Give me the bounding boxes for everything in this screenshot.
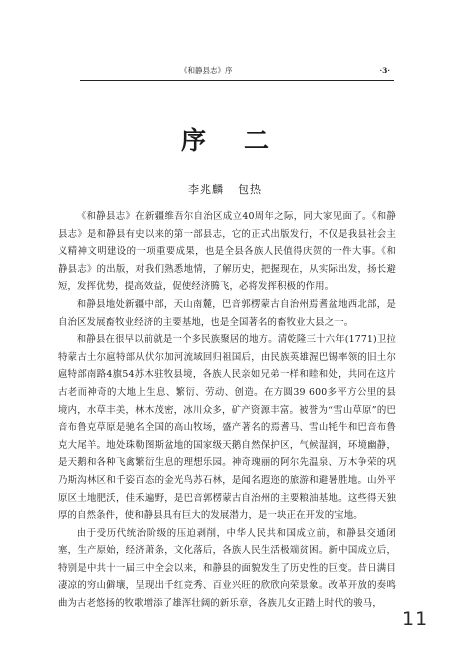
running-head-title: 《和静县志》序 <box>180 66 233 75</box>
page-number: ·3· <box>379 66 390 75</box>
handwritten-mark: 11 <box>402 608 429 630</box>
paragraph: 《和静县志》在新疆维吾尔自治区成立40周年之际，同大家见面了。《和静县志》是和静县有史以来的第一部县志，它的正式出版发行，不仅是我县社会主义精神文明建设的一项重要成果，也是全县各族人民值得庆贺的一件大事。《和静县志》的出版，对我们熟悉地情，了解历史，把握现在，从实际出发，扬长避短，发挥优势，提高效益，促使经济腾飞，必将发挥积极的作用。 <box>58 211 396 293</box>
byline-author: 李兆麟 <box>188 183 224 196</box>
page-title: 序二 <box>180 126 307 155</box>
header-rule <box>80 80 394 81</box>
preface-body <box>58 208 396 613</box>
paragraph: 由于受历代统治阶级的压迫剥削，中华人民共和国成立前，和静县交通闭塞，生产原始，经济萧条，文化落后，各族人民生活极端贫困。新中国成立后，特别是中共十一届三中全会以来，和静县的面貌发生了历史性的巨变。昔日满目凄凉的穷山僻壤，呈现出千红竞秀、百业兴旺的欣欣向荣景象。改革开放的奏鸣曲为古老悠扬的牧歌增添了雄浑壮阔的新乐章，各族儿女正踏上时代的骏马， <box>58 527 396 610</box>
paragraph: 和静县地处新疆中部，天山南麓，巴音郭楞蒙古自治州焉耆盆地西北部，是自治区发展畜牧业经济的主要基地，也是全国著名的畜牧业大县之一。 <box>58 298 396 328</box>
byline-name: 包热 <box>238 183 262 196</box>
running-head <box>80 64 390 78</box>
paragraph: 和静县在很早以前就是一个多民族聚居的地方。清乾隆三十六年(1771)卫拉特蒙古土尔扈特部从伏尔加河流域回归祖国后，由民族英雄渥巴锡率领的旧土尔扈特部南路4旗54苏木驻牧县境，各族人民亲如兄弟一样和睦和处，共同在这片古老而神奇的大地上生息、繁衍、劳动、创造。在方圆39 600多平方公里的县境内，水草丰美，林木茂密，冰川众多，矿产资源丰富。被誉为“雪山草原”的巴音布鲁克草原是驰名全国的高山牧场，盛产著名的焉耆马、雪山牦牛和巴音布鲁克大尾羊。地处珠勒图斯盆地的国家级天鹅自然保护区，气候湿润，环境幽静，是天鹅和各种飞禽繁衍生息的理想乐园。神奇瑰丽的阿尔先温泉、万木争荣的巩乃斯沟林区和千姿百态的金光鸟苏石林，是闻名遐迩的旅游和避暑胜地。山外平原区土地肥沃，佳禾遍野，是巴音郭楞蒙古自治州的主要粮油基地。这些得天独厚的自然条件，使和静县具有巨大的发展潜力，是一块正在开发的宝地。 <box>58 334 396 522</box>
byline <box>0 183 450 197</box>
